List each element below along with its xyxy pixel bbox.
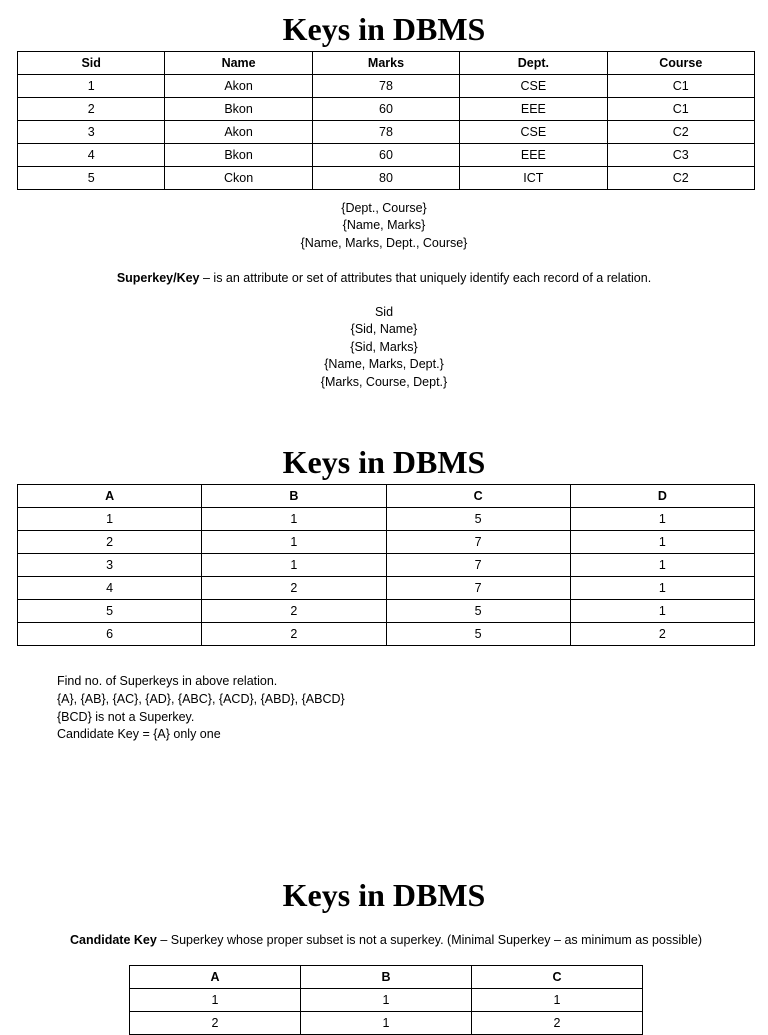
column-header: A — [18, 485, 202, 508]
table-cell: 4 — [18, 144, 165, 167]
table-cell: 5 — [18, 600, 202, 623]
section2-title: Keys in DBMS — [282, 444, 486, 480]
table-cell: 2 — [202, 577, 386, 600]
superkey-examples — [0, 304, 768, 391]
column-header: B — [202, 485, 386, 508]
table-cell: CSE — [460, 121, 607, 144]
column-header: Course — [607, 52, 754, 75]
table-cell: 60 — [312, 98, 459, 121]
table-cell: 1 — [570, 508, 754, 531]
table-cell: Bkon — [165, 144, 312, 167]
table-cell: 60 — [312, 144, 459, 167]
table-cell: 2 — [570, 623, 754, 646]
column-header: C — [386, 485, 570, 508]
table-cell: EEE — [460, 144, 607, 167]
attribute-set: {Sid, Marks} — [350, 339, 418, 354]
table-row — [18, 144, 755, 167]
table-cell: C1 — [607, 98, 754, 121]
definition-term: Candidate Key — [70, 933, 157, 947]
column-header: B — [301, 966, 472, 989]
table-cell: 1 — [570, 600, 754, 623]
table-cell: Akon — [165, 75, 312, 98]
abcd-table — [17, 484, 755, 646]
table-cell: 1 — [301, 1012, 472, 1035]
table-cell: 1 — [570, 577, 754, 600]
attribute-set: {Name, Marks, Dept., Course} — [300, 235, 468, 250]
column-header: D — [570, 485, 754, 508]
table-cell: 2 — [18, 98, 165, 121]
table-header-row — [18, 485, 755, 508]
non-key-sets — [0, 200, 768, 252]
table-header-row — [18, 52, 755, 75]
definition-text: – Superkey whose proper subset is not a superkey. (Minimal Superkey – as minimum as possible) — [156, 933, 702, 947]
table-cell: Ckon — [165, 167, 312, 190]
note-line: {A}, {AB}, {AC}, {AD}, {ABC}, {ACD}, {ABD}, {ABCD} — [57, 691, 345, 706]
column-header: Dept. — [460, 52, 607, 75]
table-row — [18, 98, 755, 121]
table-cell: 80 — [312, 167, 459, 190]
table-cell: 1 — [202, 554, 386, 577]
table-cell: CSE — [460, 75, 607, 98]
table-cell: 1 — [18, 508, 202, 531]
attribute-set: {Name, Marks, Dept.} — [324, 357, 444, 372]
table-row — [130, 1012, 643, 1035]
table-header-row — [130, 966, 643, 989]
column-header: C — [472, 966, 643, 989]
table-cell: EEE — [460, 98, 607, 121]
table-cell: 3 — [18, 121, 165, 144]
table-cell: 1 — [301, 989, 472, 1012]
table-cell: 1 — [202, 508, 386, 531]
table-cell: 2 — [472, 1012, 643, 1035]
table-cell: 2 — [130, 1012, 301, 1035]
table-cell: 7 — [386, 531, 570, 554]
column-header: Sid — [18, 52, 165, 75]
table-cell: 5 — [386, 623, 570, 646]
definition-text: – is an attribute or set of attributes that uniquely identify each record of a relation. — [199, 271, 652, 285]
table-cell: C2 — [607, 167, 754, 190]
table-cell: C3 — [607, 144, 754, 167]
table-row — [18, 623, 755, 646]
section1-title: Keys in DBMS — [282, 11, 486, 47]
superkey-definition — [0, 270, 768, 288]
table-cell: 3 — [18, 554, 202, 577]
note-line: Candidate Key = {A} only one — [57, 727, 221, 742]
table-row — [18, 577, 755, 600]
table-cell: 2 — [18, 531, 202, 554]
attribute-set: {Marks, Course, Dept.} — [320, 374, 448, 389]
table-cell: 2 — [202, 600, 386, 623]
table-cell: Bkon — [165, 98, 312, 121]
table-row — [18, 554, 755, 577]
note-line: {BCD} is not a Superkey. — [57, 709, 195, 724]
abc-table — [129, 965, 643, 1035]
table-cell: C2 — [607, 121, 754, 144]
definition-term: Superkey/Key — [116, 271, 200, 285]
table-cell: Akon — [165, 121, 312, 144]
attribute-set: {Dept., Course} — [341, 201, 427, 215]
table-cell: 5 — [18, 167, 165, 190]
attribute-set: {Sid, Name} — [350, 322, 418, 337]
column-header: Name — [165, 52, 312, 75]
section3-title: Keys in DBMS — [282, 877, 486, 913]
table-cell: 1 — [472, 989, 643, 1012]
table-cell: 5 — [386, 508, 570, 531]
table-cell: 1 — [130, 989, 301, 1012]
attribute-set: {Name, Marks} — [342, 218, 426, 233]
table-cell: 7 — [386, 554, 570, 577]
table-cell: 6 — [18, 623, 202, 646]
table-cell: 1 — [570, 531, 754, 554]
table-cell: 78 — [312, 121, 459, 144]
table-row — [130, 989, 643, 1012]
table-cell: 78 — [312, 75, 459, 98]
table-cell: C1 — [607, 75, 754, 98]
table-row — [18, 531, 755, 554]
table-cell: 1 — [570, 554, 754, 577]
candidate-key-definition — [70, 932, 702, 950]
table-cell: 5 — [386, 600, 570, 623]
table-cell: 1 — [202, 531, 386, 554]
table-cell: 7 — [386, 577, 570, 600]
table-row — [18, 167, 755, 190]
table-row — [18, 121, 755, 144]
table-cell: 1 — [18, 75, 165, 98]
table-row — [18, 75, 755, 98]
superkey-notes — [57, 673, 345, 744]
table-cell: ICT — [460, 167, 607, 190]
table-cell: 2 — [202, 623, 386, 646]
table-cell: 4 — [18, 577, 202, 600]
table-row — [18, 600, 755, 623]
table-row — [18, 508, 755, 531]
column-header: Marks — [312, 52, 459, 75]
column-header: A — [130, 966, 301, 989]
note-line: Find no. of Superkeys in above relation. — [57, 674, 278, 688]
students-table — [17, 51, 755, 190]
attribute-set: Sid — [374, 305, 394, 319]
